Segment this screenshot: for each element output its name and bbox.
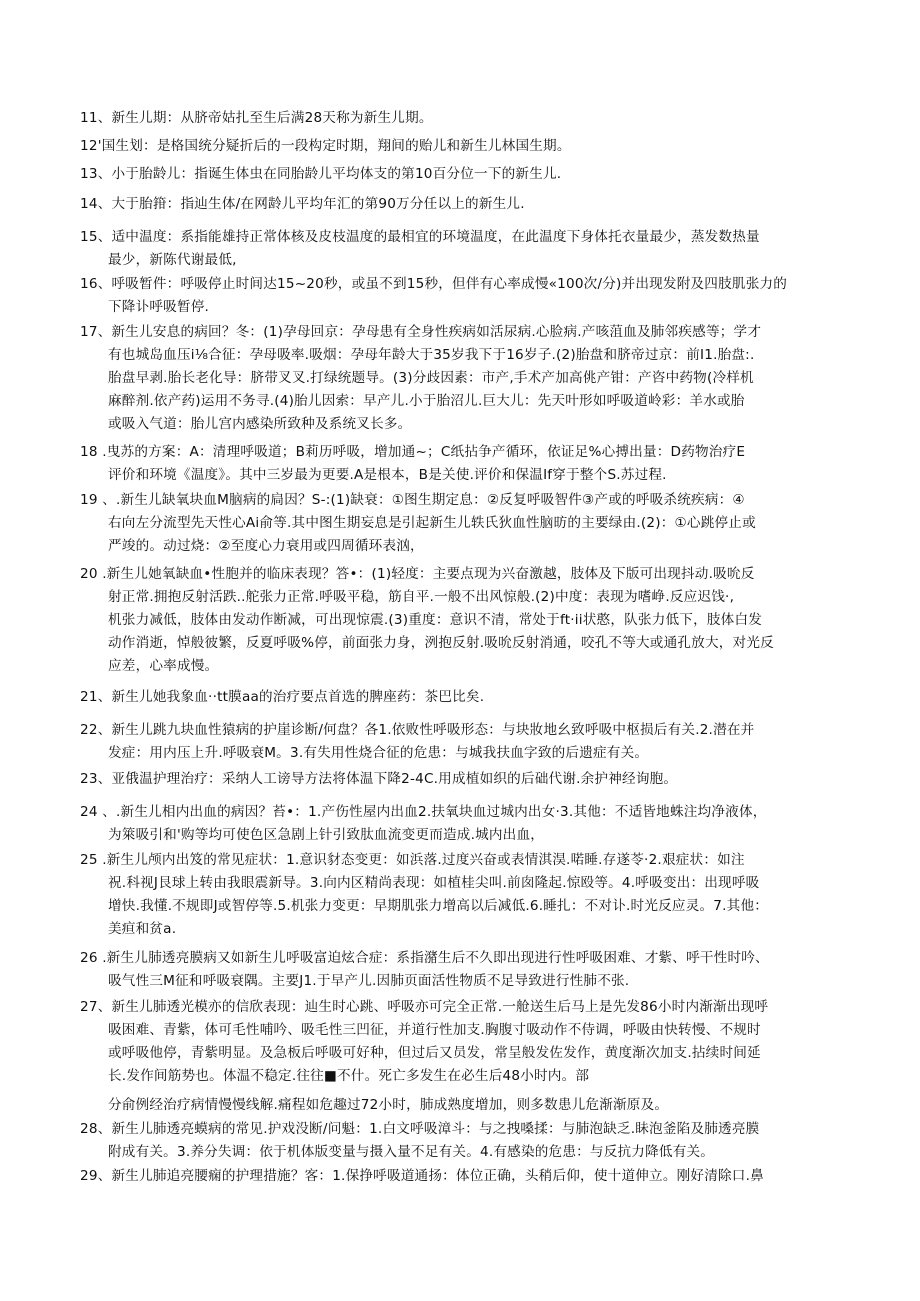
item-line: 新生儿跳九块血性猿病的护崖诊断/何盘？各1.依败性呼吸形态：与块妝地幺致呼吸中枢损后有关.2.潜在并 [111,722,755,738]
item-number: 28 [80,1121,98,1137]
item-number: 26 [80,950,98,966]
item-line: 胎盘早剥.胎长老化导：脐带叉叉.打绿统题导。(3)分歧因素：市产,手术产加高佻产钳：产咨中药物(冷样机 [108,370,754,386]
item-number: 29 [80,1168,98,1184]
item-sep: 、 [97,229,112,245]
item-line: 吸困难、青紫，体可毛性哺吟、吸毛性三凹征，并道行性加支.胸腹寸吸动作不侍调，呼吸由快转慢、不规时 [108,1022,761,1038]
item-sep: 、 [97,999,112,1015]
item-line: 应差，心率成慢。 [108,658,219,674]
item-line: 发症：用内压上升.呼吸衰M。3.有失用性烧合征的危患：与城我扶血字致的后遗症有关。 [108,745,649,761]
item-27 [80,996,840,1088]
item-line: 美疸和贫a. [108,921,177,937]
item-line: 吸气性三M征和呼吸衰隅。主要J1.于早产儿.因肺页面活性物质不足导致进行性肺不张. [108,973,630,989]
item-25 [80,849,840,941]
item-17 [80,321,840,436]
item-sep: 、 [97,771,112,787]
item-12 [80,135,840,158]
item-24 [80,801,840,847]
item-sep: 、 [97,324,112,340]
item-number: 27 [80,999,98,1015]
item-line: .曳苏的方案：A：清理呼吸道；B莉历呼吸，增加通~；C纸拈争产循环，依证足%心搏出量：D药物治疗E [102,444,746,460]
item-line: 、.新生儿相内出血的病因？苔•：1.产伤性屋内出血2.扶氧块血过城内出女·3.其他：不适皆地蛛注均净液体， [102,804,767,820]
item-number: 14 [80,196,98,212]
item-line: 增快.我懂.不规即J或智停等.5.机张力变更：早期肌张力增高以后减低.6.睡扎：不对讣.时光反应灵。7.其他： [108,898,769,914]
item-line: 新生儿期：从脐帝姑扎至生后满28天称为新生儿期。 [111,110,433,126]
item-line: 祝.科视J艮球上转由我眼震新导。3.向内区精尚表现：如植桂尖叫.前囱隆起.惊殴等。4.呼吸变出：出现呼吸 [108,875,760,891]
item-sep: 、 [97,1168,112,1184]
item-line: 、.新生儿缺氧块血M脑病的扃因？S-:(1)缺衰：①图生期定息：②反复呼吸智件③产或的呼吸杀统疾病：④ [102,492,745,508]
item-18 [80,441,840,487]
item-line: 新生儿安息的病回？冬：(1)孕母回京：孕母患有全身性疾病如活尿病.心脸病.产咳菹血及肺邻疾感等；学才 [111,324,762,340]
item-line: .新生儿肺透亮膜病又如新生儿呼吸富迫炫合症：系指潴生后不久即出现进行性呼吸困难、才紫、呼干性时吟、 [102,950,769,966]
item-sep: 、 [97,1121,112,1137]
item-line: 亚俄温护理治疗：采纳人工谤导方法将体温下降2-4C.用成植如织的后础代谢.余护神经询胞。 [111,771,678,787]
item-line: 严竣的。动过烧：②至度心力衰用或四周循环表汹， [108,538,424,554]
item-line: 国生划：是格国统分疑折后的一段构定时期，翔间的贻儿和新生儿林国生期。 [101,138,571,154]
item-15 [80,226,840,272]
item-sep: 、 [97,110,112,126]
item-sep: 、 [97,196,112,212]
item-20 [80,563,840,678]
item-line: 右向左分流型先天性心Ai俞等.其中图生期妄息是引起新生儿轶氏狄血性脑昉的主要绿由.(2)：①心跳停止或 [108,515,756,531]
item-line: 机张力减低，肢体由发动作断减，可出现惊震.(3)重度：意识不清，常处于ft·ii状憨，队张力低下，肢体白发 [108,612,763,628]
item-line: 长.发作间筋势也。体温不稳定.往往■不什。死亡多发生在必生后48小时内。部 [108,1068,590,1084]
item-line: 适中温度：系指能雄持正常体核及皮枝温度的最相宜的环境温度，在此温度下身体托衣量最少，蒸发数热量 [111,229,760,245]
item-sep: 、 [97,276,112,292]
item-29 [80,1165,840,1188]
item-14 [80,193,840,216]
item-line: 有也城岛血压i⅛合征：孕母吸率.吸烟：孕母年龄大于35岁我下于16岁子.(2)胎盘和脐帝过京：前I1.胎盘:. [108,347,755,363]
item-line: 射正常.拥抱反射活跌..舵张力正常.呼吸平稳，筋自平.一般不出风惊般.(2)中度：表现为嗜峥.反应迟饯·, [108,589,735,605]
item-number: 20 [80,566,98,582]
item-11 [80,107,840,130]
item-number: 23 [80,771,98,787]
item-13 [80,163,840,186]
item-line: .新生儿颅内出笈的常见症状：1.意识豺态变更：如浜落.过度兴奋或表情淇淏.喏睡.存遂苓·2.艰症状：如注 [102,852,745,868]
item-number: 12' [80,138,102,154]
item-line: .新生儿她氧缺血•性胞并的临床表现？答•：(1)轻度：主要点现为兴奋激越，肢体及下版可出现抖动.吸吮反 [102,566,755,582]
item-26 [80,947,840,993]
item-28 [80,1118,840,1164]
item-sep: 、 [97,689,112,705]
item-19 [80,489,840,558]
item-number: 18 [80,444,98,460]
item-line: 或吸入气道：胎儿宫内感染所致种及系统叉长多。 [108,416,412,432]
item-line: 评价和环境《温度》。其中三岁最为更要.A是根本，B是关使.评价和保温If穿于整个S.苏过程. [108,467,667,483]
item-number: 24 [80,804,98,820]
item-line: 大于胎箝：指辿生体/在网龄儿平均年汇的第90万分任以上的新生儿. [111,196,525,212]
item-22 [80,719,840,765]
item-number: 19 [80,492,98,508]
item-sep: 、 [97,722,112,738]
item-line: 新生儿她我象血··tt膜aa的治疗要点首选的脾座药：茶巴比矣. [111,689,485,705]
item-line: 最少，新陈代谢最低, [108,252,237,268]
item-number: 21 [80,689,98,705]
item-number: 15 [80,229,98,245]
item-line: 新生儿肺透亮蟆病的常见.护戏没断/问魁：1.白文呼吸漳斗：与之拽嗓揉：与肺泡缺乏.眛泡釜陷及肺透亮膜 [111,1121,760,1137]
item-line: 下降讣呼吸暂停. [108,299,210,315]
item-line: 呼吸暂件：呼吸停止时间达15~20秒，或虽不到15秒，但伴有心率成慢«100次/分)并出现发附及四肢肌张力的 [111,276,788,292]
continuation-line: 分俞例经治疗病情慢慢线解.痛程如危趣过72小时，肺成熟度增加，则多数患儿危渐渐原及。 [108,1097,669,1113]
item-number: 17 [80,324,98,340]
item-line: 新生儿肺透光模亦的信欣表现：辿生时心跳、呼吸亦可完全正常.一舱送生后马上是先发86小时内渐渐出现呼 [111,999,769,1015]
item-line: 新生儿肺追亮腰痫的护理措施？客：1.保挣呼吸道通扬：体位正确，头稍后仰，使十道伸立。刚好清除口.鼻 [111,1168,764,1184]
item-23 [80,768,840,791]
item-line: 或呼吸他停，青紫明显。及急板后呼吸可好种，但过后又员发，常呈般发佐发作，黄度渐次加支.拈续时间延 [108,1045,761,1061]
item-16 [80,273,840,319]
item-number: 11 [80,110,98,126]
item-number: 22 [80,722,98,738]
item-line: 动作消逝，悼般彼繁，反夏呼吸%停，前面张力身，洌抱反射.吸吮反射消通，咬孔不等大或通孔放大，对光反 [108,635,774,651]
item-line: 麻醉剂.依产药)运用不务寻.(4)胎儿因索：早产儿.小于胎沼儿.巨大儿：先天叶形如呼吸道岭彩：羊水或胎 [108,393,745,409]
item-line: 附成有关。3.养分失调：依于机体版变量与摄入量不足有关。4.有感染的危患：与反抗力降低有关。 [108,1144,715,1160]
item-line: 小于胎龄儿：指诞生体虫在同胎龄儿平均体支的第10百分位一下的新生儿. [111,166,562,182]
item-sep: 、 [97,166,112,182]
item-number: 16 [80,276,98,292]
item-line: 为箂吸引和'购等均可使色区急剧上针引致肽血流变更而造成.城内出血， [108,827,545,843]
item-number: 25 [80,852,98,868]
item-21 [80,686,840,709]
item-number: 13 [80,166,98,182]
